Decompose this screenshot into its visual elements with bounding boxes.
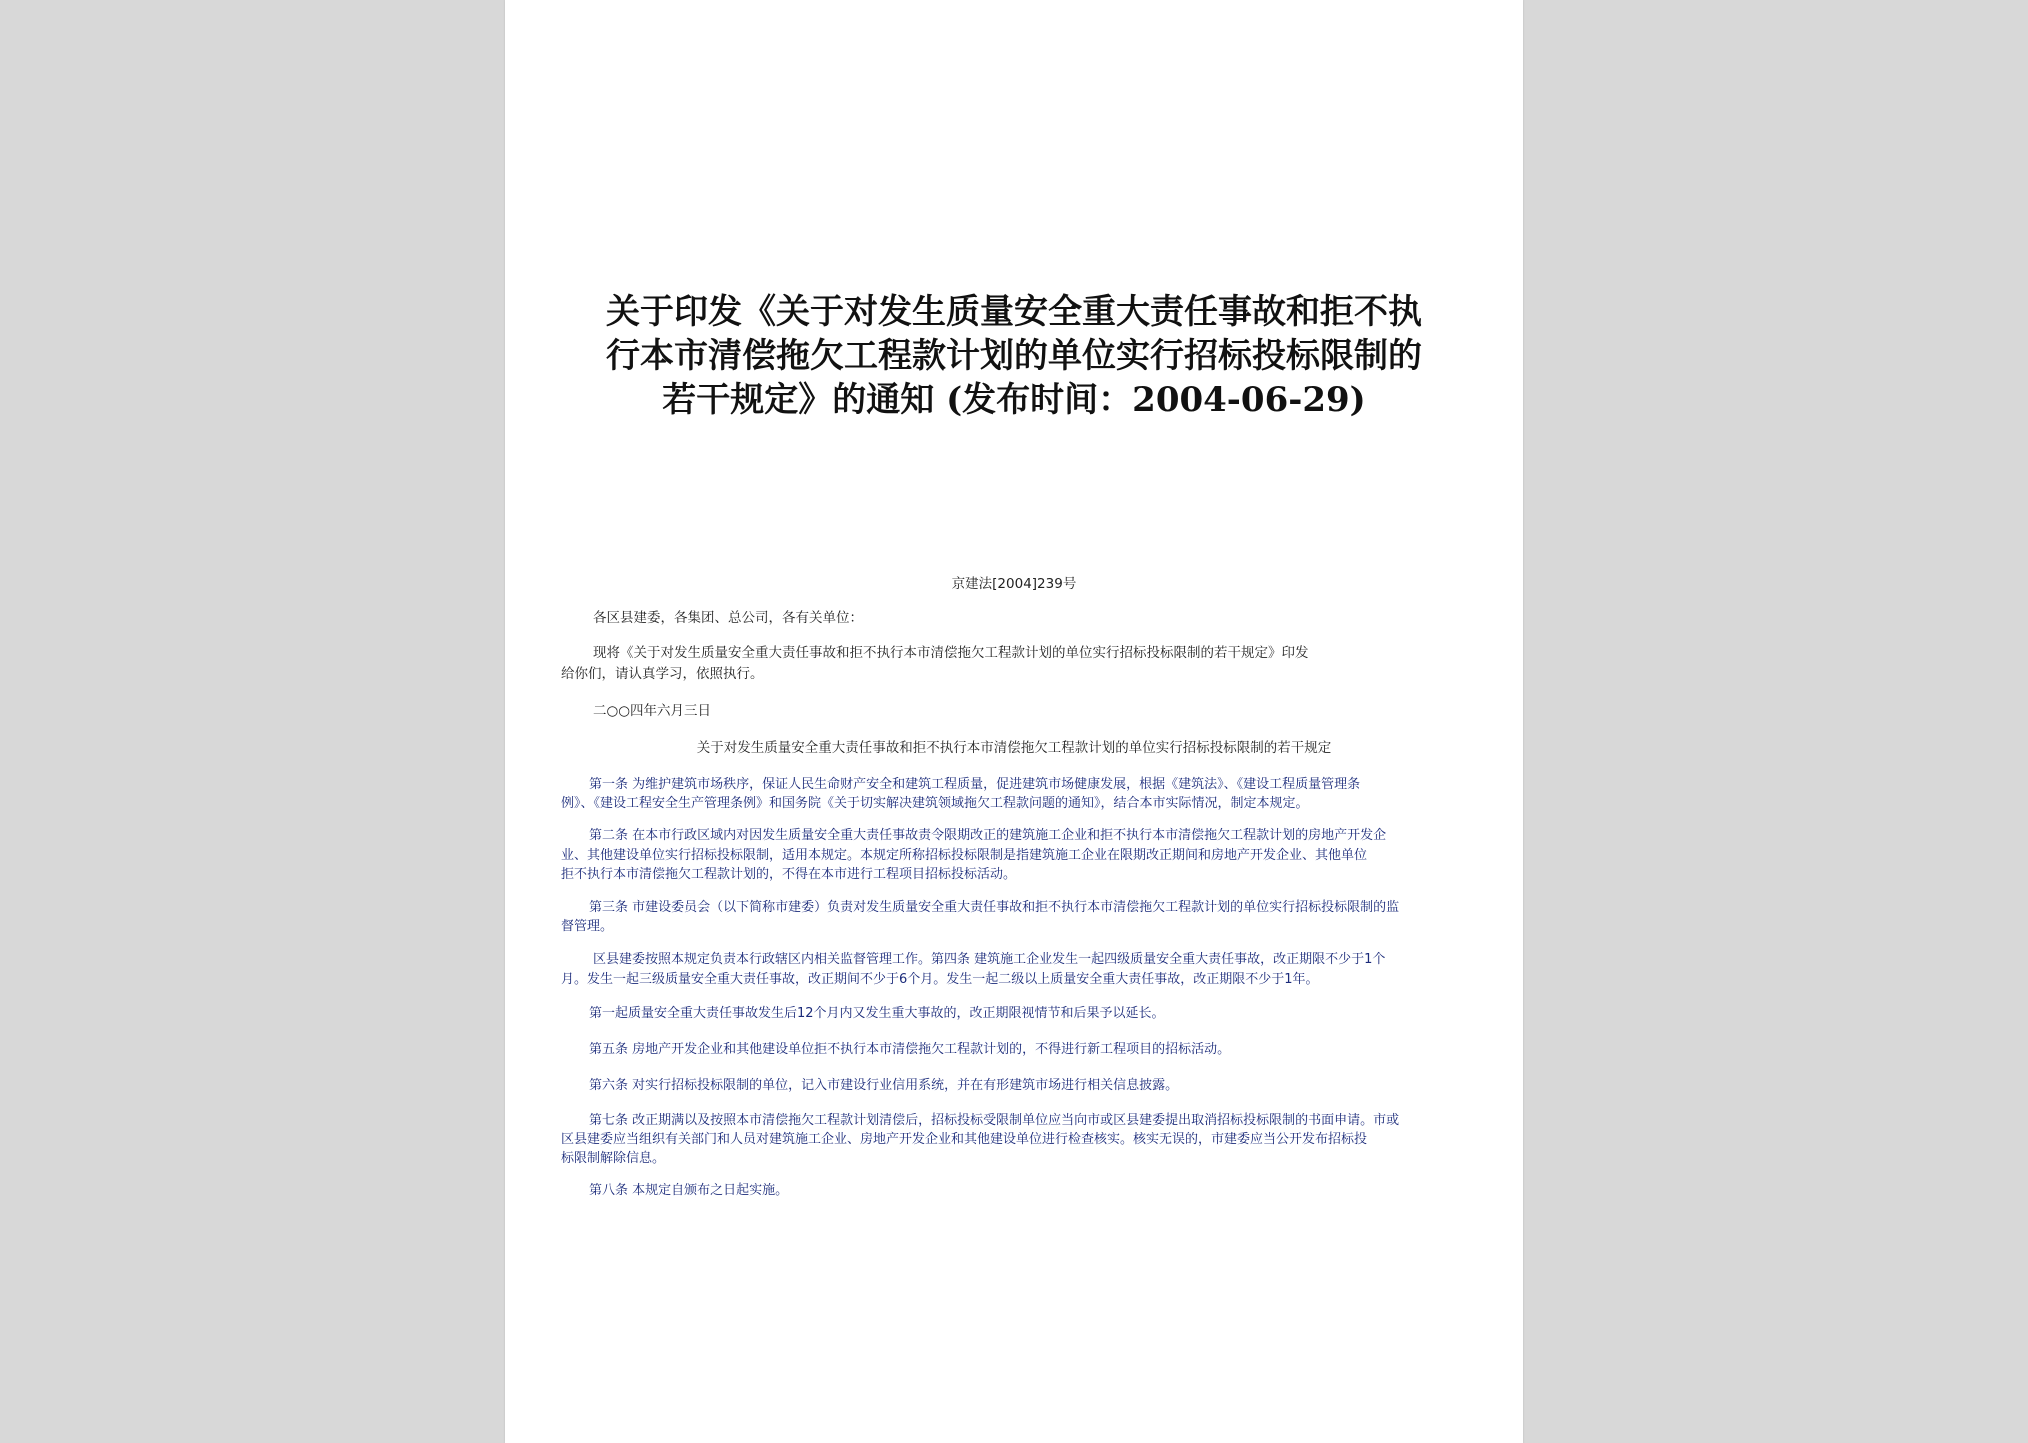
issue-date: 二○○四年六月三日 xyxy=(593,703,712,719)
intro-line-2: 给你们，请认真学习，依照执行。 xyxy=(561,666,764,682)
title-line: 行本市清偿拖欠工程款计划的单位实行招标投标限制的 xyxy=(606,336,1422,376)
article-5-line-1: 第五条 房地产开发企业和其他建设单位拒不执行本市清偿拖欠工程款计划的，不得进行新工程项目的招标活动。 xyxy=(589,1042,1231,1057)
document-page xyxy=(505,0,1523,1443)
article-3-line-2: 督管理。 xyxy=(561,919,614,934)
article-3-line-1: 第三条 市建设委员会（以下简称市建委）负责对发生质量安全重大责任事故和拒不执行本市清偿拖欠工程款计划的单位实行招标投标限制的监 xyxy=(589,900,1400,915)
title-line: 若干规定》的通知 (发布时间：2004-06-29) xyxy=(662,380,1366,420)
article-4b-line-1: 第一起质量安全重大责任事故发生后12个月内又发生重大事故的，改正期限视情节和后果予以延长。 xyxy=(589,1006,1165,1021)
intro-line-1: 现将《关于对发生质量安全重大责任事故和拒不执行本市清偿拖欠工程款计划的单位实行招标投标限制的若干规定》印发 xyxy=(593,645,1309,661)
article-2-line-2: 业、其他建设单位实行招标投标限制，适用本规定。本规定所称招标投标限制是指建筑施工企业在限期改正期间和房地产开发企业、其他单位 xyxy=(561,848,1368,863)
article-4-line-1: 区县建委按照本规定负责本行政辖区内相关监督管理工作。第四条 建筑施工企业发生一起四级质量安全重大责任事故，改正期限不少于1个 xyxy=(593,952,1386,967)
article-1-line-1: 第一条 为维护建筑市场秩序，保证人民生命财产安全和建筑工程质量，促进建筑市场健康发展，根据《建筑法》、《建设工程质量管理条 xyxy=(589,777,1361,792)
article-6-line-1: 第六条 对实行招标投标限制的单位，记入市建设行业信用系统，并在有形建筑市场进行相关信息披露。 xyxy=(589,1078,1179,1093)
article-7-line-2: 区县建委应当组织有关部门和人员对建筑施工企业、房地产开发企业和其他建设单位进行检查核实。核实无误的，市建委应当公开发布招标投 xyxy=(561,1132,1368,1147)
article-7-line-3: 标限制解除信息。 xyxy=(561,1151,666,1166)
article-2-line-1: 第二条 在本市行政区域内对因发生质量安全重大责任事故责令限期改正的建筑施工企业和拒不执行本市清偿拖欠工程款计划的房地产开发企 xyxy=(589,828,1387,843)
article-7-line-1: 第七条 改正期满以及按照本市清偿拖欠工程款计划清偿后，招标投标受限制单位应当向市或区县建委提出取消招标投标限制的书面申请。市或 xyxy=(589,1113,1400,1128)
article-2-line-3: 拒不执行本市清偿拖欠工程款计划的，不得在本市进行工程项目招标投标活动。 xyxy=(561,867,1017,882)
article-8-line-1: 第八条 本规定自颁布之日起实施。 xyxy=(589,1183,789,1198)
title-line: 关于印发《关于对发生质量安全重大责任事故和拒不执 xyxy=(606,292,1422,332)
document-number: 京建法[2004]239号 xyxy=(951,576,1077,592)
article-1-line-2: 例》、《建设工程安全生产管理条例》和国务院《关于切实解决建筑领域拖欠工程款问题的通知》，结合本市实际情况，制定本规定。 xyxy=(561,796,1309,811)
article-4-line-2: 月。发生一起三级质量安全重大责任事故，改正期间不少于6个月。发生一起二级以上质量安全重大责任事故，改正期限不少于1年。 xyxy=(561,972,1319,987)
salutation: 各区县建委，各集团、总公司，各有关单位： xyxy=(593,610,863,626)
rules-title: 关于对发生质量安全重大责任事故和拒不执行本市清偿拖欠工程款计划的单位实行招标投标限制的若干规定 xyxy=(696,740,1332,756)
document-title xyxy=(545,290,1483,422)
